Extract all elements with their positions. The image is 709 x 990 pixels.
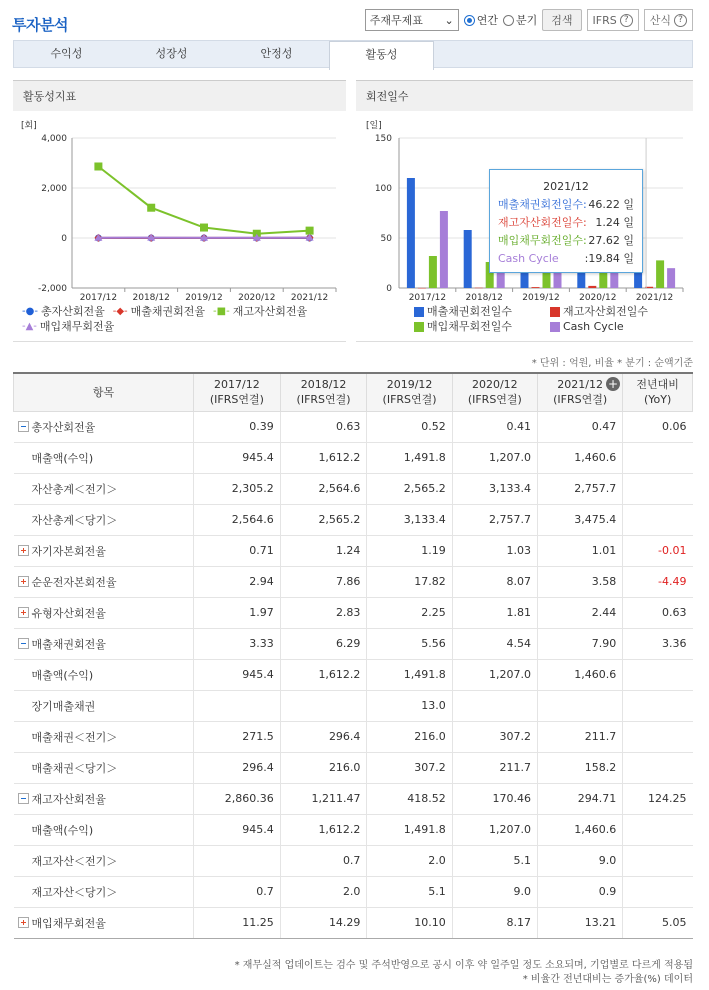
table-cell bbox=[280, 690, 367, 721]
col-header bbox=[367, 373, 452, 411]
header-line1: 2021/12 bbox=[557, 378, 603, 392]
x-tick-label: 2018/12 bbox=[132, 293, 170, 303]
row-label bbox=[14, 814, 194, 845]
y-tick-label: 50 bbox=[380, 234, 392, 244]
data-point bbox=[200, 224, 208, 232]
panel-title: 회전일수 bbox=[356, 80, 693, 111]
table-cell: 0.63 bbox=[623, 597, 693, 628]
table-cell: 1.03 bbox=[452, 535, 537, 566]
legend-item[interactable] bbox=[22, 319, 114, 334]
table-cell bbox=[623, 442, 693, 473]
legend-label: Cash Cycle bbox=[563, 320, 624, 333]
legend-item[interactable] bbox=[113, 304, 205, 319]
legend-label: 총자산회전율 bbox=[40, 305, 105, 318]
help-icon: ? bbox=[674, 14, 687, 27]
col-header bbox=[623, 373, 693, 411]
table-cell: 945.4 bbox=[194, 659, 281, 690]
row-label[interactable] bbox=[14, 783, 194, 814]
x-tick-label: 2017/12 bbox=[408, 293, 447, 303]
help-icon: ? bbox=[620, 14, 633, 27]
table-cell: 216.0 bbox=[367, 721, 452, 752]
radio-quarter-label: 분기 bbox=[516, 14, 538, 27]
table-cell: 0.06 bbox=[623, 411, 693, 442]
row-label-text: 매출액(수익) bbox=[31, 451, 94, 465]
data-point bbox=[94, 162, 102, 170]
activity-ratio-panel bbox=[13, 80, 346, 342]
row-label-text: 매입채무회전율 bbox=[31, 916, 106, 930]
collapse-icon[interactable] bbox=[18, 793, 29, 804]
tooltip-value: 27.62 일 bbox=[588, 234, 634, 247]
unit-note: * 단위 : 억원, 비율 * 분기 : 순액기준 bbox=[531, 358, 693, 369]
row-label bbox=[14, 752, 194, 783]
table-cell: 170.46 bbox=[452, 783, 537, 814]
table-cell: 7.86 bbox=[280, 566, 367, 597]
tooltip-row bbox=[498, 232, 634, 250]
table-cell: 3.33 bbox=[194, 628, 281, 659]
table-cell: 1,460.6 bbox=[537, 442, 622, 473]
table-cell: 2,565.2 bbox=[280, 504, 367, 535]
radio-unchecked-icon bbox=[503, 15, 514, 26]
x-tick-label: 2021/12 bbox=[635, 293, 674, 303]
table-row bbox=[14, 814, 693, 845]
header-line2: (YoY) bbox=[643, 393, 672, 407]
legend-marker-icon: -◆- bbox=[112, 306, 128, 317]
table-cell: 5.05 bbox=[623, 907, 693, 938]
table-cell: 13.0 bbox=[367, 690, 452, 721]
table-row bbox=[14, 597, 693, 628]
table-cell: 1.97 bbox=[194, 597, 281, 628]
row-label-text: 매출액(수익) bbox=[31, 823, 94, 837]
table-cell: 3.58 bbox=[537, 566, 622, 597]
table-cell bbox=[194, 845, 281, 876]
expand-icon[interactable] bbox=[18, 545, 29, 556]
row-label bbox=[14, 659, 194, 690]
x-tick-label: 2020/12 bbox=[579, 293, 617, 303]
row-label bbox=[14, 504, 194, 535]
table-cell bbox=[623, 659, 693, 690]
tooltip-label: 재고자산회전일수: bbox=[498, 216, 587, 229]
x-tick-label: 2020/12 bbox=[238, 293, 276, 303]
bar bbox=[667, 268, 675, 288]
tooltip-row bbox=[498, 250, 634, 268]
row-label bbox=[14, 721, 194, 752]
footnote-1: * 재무실적 업데이트는 검수 및 주석반영으로 공시 이후 약 일주일 정도 소요되며, 기업별로 다르게 적용됨 bbox=[234, 960, 693, 971]
table-cell: 3,475.4 bbox=[537, 504, 622, 535]
table-cell: 216.0 bbox=[280, 752, 367, 783]
table-cell: 9.0 bbox=[452, 876, 537, 907]
table-cell bbox=[623, 721, 693, 752]
table-cell bbox=[194, 690, 281, 721]
row-label-text: 자산총계＜당기＞ bbox=[31, 513, 118, 527]
select-value: 주재무제표 bbox=[369, 14, 423, 27]
data-point bbox=[306, 227, 314, 235]
row-label bbox=[14, 876, 194, 907]
table-cell: 0.9 bbox=[537, 876, 622, 907]
table-cell: 0.52 bbox=[367, 411, 452, 442]
table-cell: 0.63 bbox=[280, 411, 367, 442]
table-cell: 1,207.0 bbox=[452, 442, 537, 473]
legend-label: 매출채권회전일수 bbox=[427, 305, 513, 318]
x-tick-label: 2018/12 bbox=[465, 293, 503, 303]
row-label-text: 재고자산회전율 bbox=[31, 792, 106, 806]
add-column-icon[interactable]: + bbox=[607, 377, 619, 391]
legend-marker-icon: -●- bbox=[22, 306, 38, 317]
row-label[interactable] bbox=[14, 566, 194, 597]
y-tick-label: -2,000 bbox=[37, 284, 67, 294]
table-cell: 2,564.6 bbox=[194, 504, 281, 535]
collapse-icon[interactable] bbox=[18, 421, 29, 432]
table-cell: 2.94 bbox=[194, 566, 281, 597]
row-label[interactable] bbox=[14, 597, 194, 628]
table-row bbox=[14, 566, 693, 597]
table-cell bbox=[452, 690, 537, 721]
table-cell: 307.2 bbox=[367, 752, 452, 783]
header-line1: 2018/12 bbox=[300, 378, 347, 392]
table-cell: 11.25 bbox=[194, 907, 281, 938]
table-cell: 5.56 bbox=[367, 628, 452, 659]
table-cell: 1.01 bbox=[537, 535, 622, 566]
header-line1: 2017/12 bbox=[214, 378, 260, 392]
table-cell bbox=[623, 504, 693, 535]
row-label bbox=[14, 690, 194, 721]
legend-item[interactable] bbox=[414, 319, 542, 334]
tooltip-row bbox=[498, 196, 634, 214]
table-cell: 945.4 bbox=[194, 442, 281, 473]
table-row bbox=[14, 659, 693, 690]
table-cell: 211.7 bbox=[452, 752, 537, 783]
table-cell: 1,612.2 bbox=[280, 442, 367, 473]
table-cell: 3.36 bbox=[623, 628, 693, 659]
formula-button[interactable] bbox=[644, 9, 693, 31]
table-cell: 271.5 bbox=[194, 721, 281, 752]
table-cell: 3,133.4 bbox=[367, 504, 452, 535]
table-row bbox=[14, 907, 693, 938]
footnote-2: * 비율간 전년대비는 증가율(%) 데이터 bbox=[522, 974, 693, 985]
tab-activity[interactable]: 활동성 bbox=[329, 41, 434, 70]
table-cell: 1,612.2 bbox=[280, 659, 367, 690]
table-row bbox=[14, 721, 693, 752]
row-label bbox=[14, 473, 194, 504]
table-cell: 1.81 bbox=[452, 597, 537, 628]
table-row bbox=[14, 411, 693, 442]
row-label-text: 순운전자본회전율 bbox=[31, 575, 117, 589]
row-label-text: 자산총계＜전기＞ bbox=[31, 482, 118, 496]
radio-quarter[interactable] bbox=[503, 12, 537, 28]
col-header bbox=[194, 373, 281, 411]
table-cell: 14.29 bbox=[280, 907, 367, 938]
statement-select[interactable] bbox=[365, 9, 459, 31]
page-title: 투자분석 bbox=[12, 16, 68, 34]
chart-tooltip bbox=[489, 169, 643, 273]
toolbar bbox=[365, 9, 693, 31]
table-row bbox=[14, 473, 693, 504]
table-cell bbox=[623, 752, 693, 783]
table-cell: 7.90 bbox=[537, 628, 622, 659]
legend-marker-icon: -▲- bbox=[22, 321, 37, 332]
row-label-text: 매출채권＜당기＞ bbox=[31, 761, 118, 775]
tab-growth[interactable]: 성장성 bbox=[155, 47, 188, 60]
legend-swatch-icon bbox=[414, 322, 424, 332]
search-button[interactable]: 검색 bbox=[542, 9, 581, 31]
table-cell: 0.47 bbox=[537, 411, 622, 442]
row-label[interactable] bbox=[14, 628, 194, 659]
row-label-text: 매출채권회전율 bbox=[31, 637, 106, 651]
table-row bbox=[14, 442, 693, 473]
expand-icon[interactable] bbox=[18, 917, 29, 928]
tab-bar bbox=[13, 40, 693, 68]
table-cell: 307.2 bbox=[452, 721, 537, 752]
table-row bbox=[14, 752, 693, 783]
table-cell: 0.41 bbox=[452, 411, 537, 442]
legend-swatch-icon bbox=[550, 322, 560, 332]
radio-annual[interactable] bbox=[464, 12, 498, 28]
tab-profitability[interactable]: 수익성 bbox=[50, 47, 83, 60]
table-row bbox=[14, 783, 693, 814]
table-cell: 1,491.8 bbox=[367, 659, 452, 690]
y-axis-label: [일] bbox=[366, 121, 382, 131]
table-cell: 8.07 bbox=[452, 566, 537, 597]
table-cell: 1,612.2 bbox=[280, 814, 367, 845]
bar bbox=[418, 288, 426, 289]
row-label bbox=[14, 845, 194, 876]
table-cell: 4.54 bbox=[452, 628, 537, 659]
table-cell bbox=[623, 845, 693, 876]
bar bbox=[588, 286, 596, 288]
table-row bbox=[14, 628, 693, 659]
radio-checked-icon bbox=[464, 15, 475, 26]
x-tick-label: 2017/12 bbox=[79, 293, 118, 303]
table-row bbox=[14, 876, 693, 907]
legend-label: 재고자산회전율 bbox=[232, 305, 308, 318]
ifrs-label: IFRS bbox=[592, 13, 617, 27]
table-cell: 5.1 bbox=[452, 845, 537, 876]
table-cell: 0.71 bbox=[194, 535, 281, 566]
table-cell: 2,860.36 bbox=[194, 783, 281, 814]
y-tick-label: 4,000 bbox=[41, 134, 67, 144]
table-cell: 6.29 bbox=[280, 628, 367, 659]
x-tick-label: 2019/12 bbox=[522, 293, 560, 303]
table-cell: 5.1 bbox=[367, 876, 452, 907]
table-cell: 1,207.0 bbox=[452, 659, 537, 690]
legend-label: 매출채권회전율 bbox=[130, 305, 206, 318]
bar bbox=[464, 230, 472, 288]
header-line2: (IFRS연결) bbox=[382, 393, 437, 407]
row-label[interactable] bbox=[14, 907, 194, 938]
tooltip-value: 46.22 일 bbox=[588, 198, 634, 211]
row-label-text: 재고자산＜전기＞ bbox=[31, 854, 118, 868]
col-header-item bbox=[14, 373, 194, 411]
table-cell: 0.7 bbox=[194, 876, 281, 907]
table-row bbox=[14, 690, 693, 721]
table-cell: 2,564.6 bbox=[280, 473, 367, 504]
tab-stability[interactable]: 안정성 bbox=[260, 47, 293, 60]
row-label-text: 총자산회전율 bbox=[31, 420, 96, 434]
legend-marker-icon: -■- bbox=[213, 306, 230, 317]
bar-chart-legend bbox=[414, 304, 684, 334]
legend-swatch-icon bbox=[414, 307, 424, 317]
panel-title: 활동성지표 bbox=[13, 80, 346, 111]
header-line2: (IFRS연결) bbox=[553, 393, 608, 407]
header-line2: (IFRS연결) bbox=[467, 393, 522, 407]
header-line1: 2020/12 bbox=[471, 378, 518, 392]
table-cell: 2,757.7 bbox=[452, 504, 537, 535]
header-line1: 2019/12 bbox=[386, 378, 433, 392]
legend-label: 매입채무회전일수 bbox=[427, 320, 513, 333]
table-cell: 2,757.7 bbox=[537, 473, 622, 504]
line-chart-legend bbox=[22, 304, 342, 334]
legend-item[interactable] bbox=[550, 304, 678, 319]
table-cell bbox=[623, 814, 693, 845]
y-tick-label: 2,000 bbox=[41, 184, 67, 194]
row-label-text: 장기매출채권 bbox=[31, 699, 96, 713]
col-header bbox=[452, 373, 537, 411]
table-cell: 296.4 bbox=[280, 721, 367, 752]
legend-label: 매입채무회전율 bbox=[39, 320, 115, 333]
bar bbox=[407, 178, 415, 288]
table-cell: 2.83 bbox=[280, 597, 367, 628]
table-cell bbox=[623, 876, 693, 907]
table-cell: 1,491.8 bbox=[367, 442, 452, 473]
bar bbox=[475, 288, 483, 289]
row-label-text: 매출채권＜전기＞ bbox=[31, 730, 118, 744]
table-cell: -0.01 bbox=[623, 535, 693, 566]
table-cell: 2.0 bbox=[367, 845, 452, 876]
y-tick-label: 100 bbox=[374, 184, 392, 194]
activity-table bbox=[13, 372, 693, 939]
table-row bbox=[14, 535, 693, 566]
row-label-text: 자기자본회전율 bbox=[31, 544, 106, 558]
table-cell: 1,491.8 bbox=[367, 814, 452, 845]
y-tick-label: 0 bbox=[61, 234, 67, 244]
bar bbox=[440, 211, 448, 288]
table-cell: 1.24 bbox=[280, 535, 367, 566]
row-label-text: 재고자산＜당기＞ bbox=[31, 885, 118, 899]
y-tick-label: 0 bbox=[386, 284, 392, 294]
data-point bbox=[147, 204, 155, 212]
y-axis-label: [회] bbox=[21, 121, 37, 131]
table-cell: 418.52 bbox=[367, 783, 452, 814]
row-label bbox=[14, 442, 194, 473]
table-cell bbox=[537, 690, 622, 721]
y-tick-label: 150 bbox=[374, 134, 392, 144]
col-header bbox=[280, 373, 367, 411]
ifrs-button[interactable] bbox=[587, 9, 639, 31]
table-cell: 9.0 bbox=[537, 845, 622, 876]
x-tick-label: 2021/12 bbox=[290, 293, 329, 303]
radio-annual-label: 연간 bbox=[476, 14, 498, 27]
bar bbox=[429, 256, 437, 288]
row-label[interactable] bbox=[14, 411, 194, 442]
table-cell: 1.19 bbox=[367, 535, 452, 566]
table-cell bbox=[623, 690, 693, 721]
table-cell: 158.2 bbox=[537, 752, 622, 783]
table-cell: 13.21 bbox=[537, 907, 622, 938]
formula-label: 산식 bbox=[649, 14, 671, 27]
bar bbox=[656, 260, 664, 288]
tooltip-row bbox=[498, 214, 634, 232]
table-cell: 2.25 bbox=[367, 597, 452, 628]
table-row bbox=[14, 504, 693, 535]
legend-item[interactable] bbox=[213, 304, 307, 319]
tooltip-value: 1.24 일 bbox=[595, 216, 634, 229]
table-cell: 3,133.4 bbox=[452, 473, 537, 504]
table-cell: 1,460.6 bbox=[537, 814, 622, 845]
table-cell: 296.4 bbox=[194, 752, 281, 783]
chevron-down-icon: ⌄ bbox=[444, 13, 454, 27]
row-label-text: 유형자산회전율 bbox=[31, 606, 106, 620]
table-cell: 17.82 bbox=[367, 566, 452, 597]
table-cell: 1,460.6 bbox=[537, 659, 622, 690]
table-cell: -4.49 bbox=[623, 566, 693, 597]
table-cell: 2,305.2 bbox=[194, 473, 281, 504]
tooltip-label: Cash Cycle bbox=[498, 252, 559, 265]
table-cell: 0.39 bbox=[194, 411, 281, 442]
tooltip-label: 매입채무회전일수: bbox=[498, 234, 587, 247]
bar bbox=[532, 287, 540, 288]
legend-swatch-icon bbox=[550, 307, 560, 317]
legend-item[interactable] bbox=[550, 319, 678, 334]
expand-icon[interactable] bbox=[18, 576, 29, 587]
row-label-text: 매출액(수익) bbox=[31, 668, 94, 682]
header-line2: (IFRS연결) bbox=[209, 393, 264, 407]
tooltip-title: 2021/12 bbox=[543, 180, 589, 193]
table-cell: 211.7 bbox=[537, 721, 622, 752]
x-tick-label: 2019/12 bbox=[185, 293, 223, 303]
table-cell: 1,207.0 bbox=[452, 814, 537, 845]
header-line1: 전년대비 bbox=[636, 378, 679, 392]
tooltip-label: 매출채권회전일수: bbox=[498, 198, 587, 211]
table-cell: 10.10 bbox=[367, 907, 452, 938]
legend-item[interactable] bbox=[22, 304, 105, 319]
table-cell: 2.0 bbox=[280, 876, 367, 907]
table-cell: 124.25 bbox=[623, 783, 693, 814]
tooltip-value: :19.84 일 bbox=[584, 252, 634, 265]
table-cell: 8.17 bbox=[452, 907, 537, 938]
table-cell: 1,211.47 bbox=[280, 783, 367, 814]
collapse-icon[interactable] bbox=[18, 638, 29, 649]
row-label[interactable] bbox=[14, 535, 194, 566]
table-cell bbox=[623, 473, 693, 504]
header-line2: (IFRS연결) bbox=[296, 393, 351, 407]
table-cell: 945.4 bbox=[194, 814, 281, 845]
table-cell: 294.71 bbox=[537, 783, 622, 814]
table-cell: 2.44 bbox=[537, 597, 622, 628]
table-row bbox=[14, 845, 693, 876]
table-cell: 0.7 bbox=[280, 845, 367, 876]
legend-label: 재고자산회전일수 bbox=[563, 305, 649, 318]
header-line1: 항목 bbox=[92, 385, 115, 399]
legend-item[interactable] bbox=[414, 304, 542, 319]
expand-icon[interactable] bbox=[18, 607, 29, 618]
table-cell: 2,565.2 bbox=[367, 473, 452, 504]
